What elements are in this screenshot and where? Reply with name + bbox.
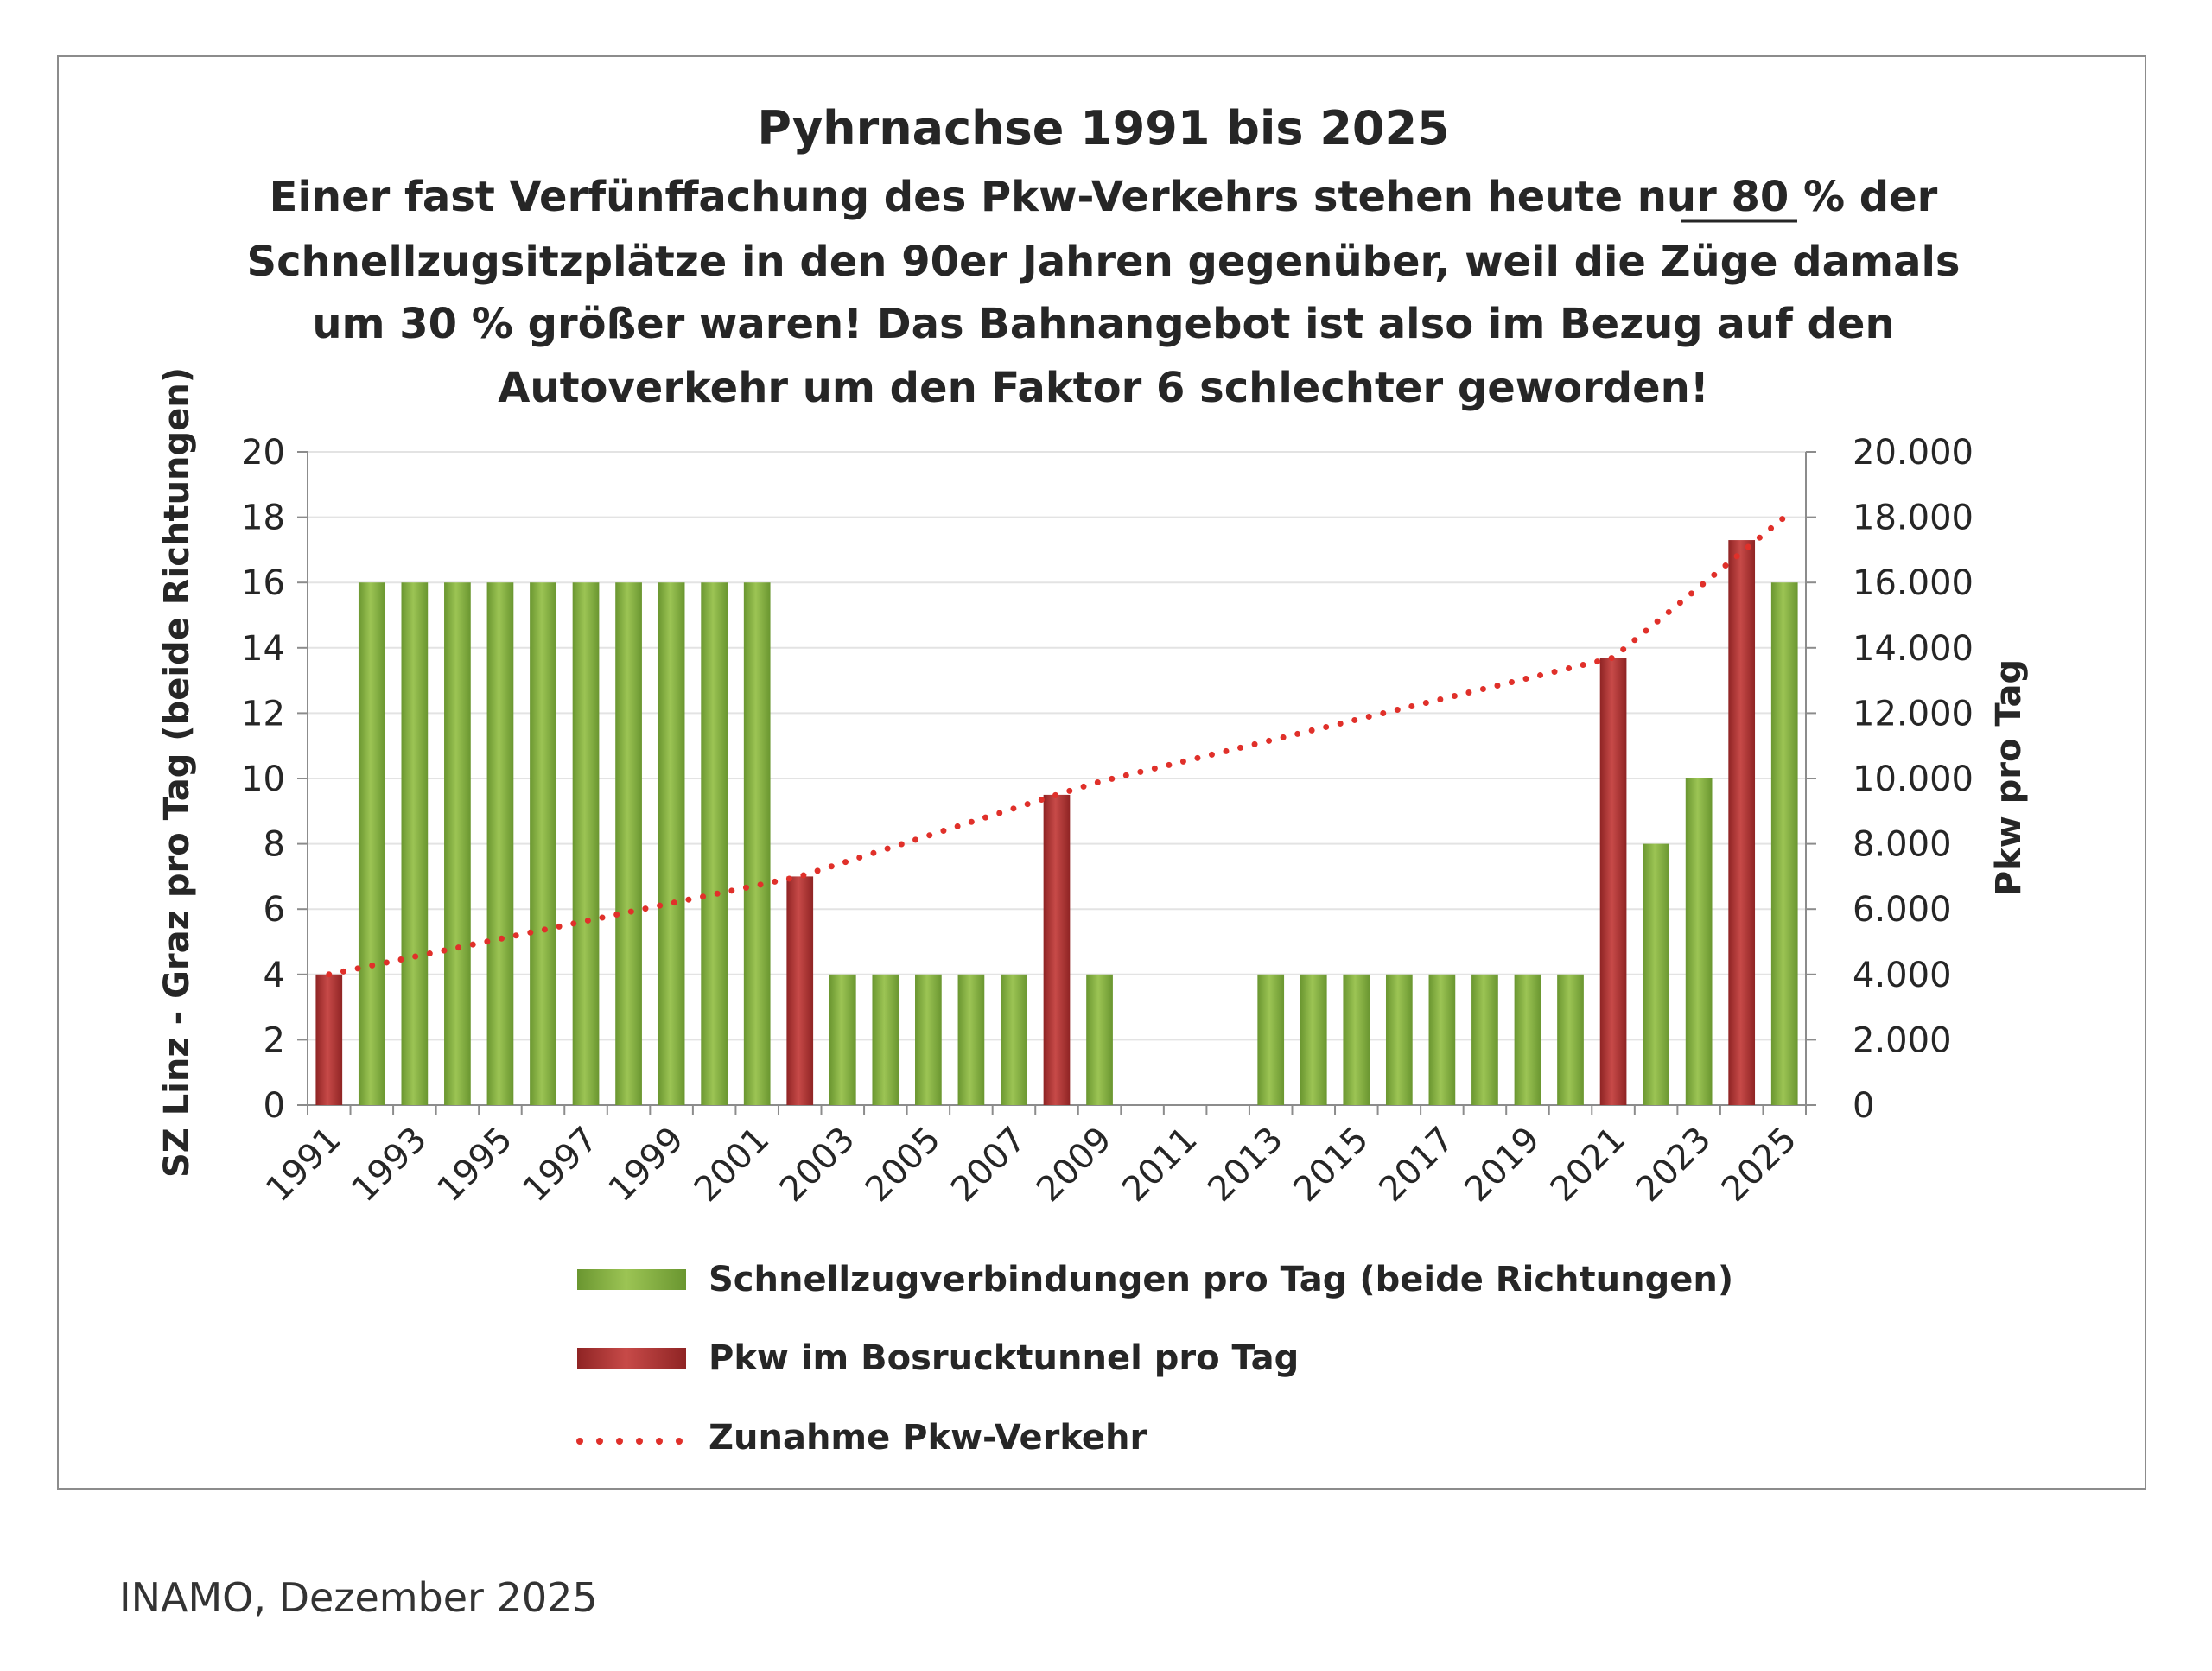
bar-schnellzug-2022 [1643,844,1669,1105]
bar-schnellzug-2025 [1771,582,1798,1105]
legend-dot [616,1438,623,1445]
bar-schnellzug-2013 [1257,975,1284,1105]
bars [315,540,1797,1105]
y-tick-label-left: 0 [263,1086,285,1126]
y-tick-label-left: 20 [241,433,285,473]
subtitle-line-1-text: Einer fast Verfünffachung des Pkw-Verkehrs stehen heute nur 80 % der [269,173,1938,221]
legend-dot [656,1438,663,1445]
bar-pkw-2021 [1600,658,1627,1105]
bar-pkw-2002 [786,876,813,1105]
x-tick-label: 1999 [601,1119,692,1210]
legend-dot [636,1438,643,1445]
y-tick-label-right: 20.000 [1853,433,1974,473]
bar-schnellzug-2003 [830,975,856,1105]
legend-swatch-dotted [576,1438,683,1445]
y-tick-label-left: 6 [263,890,285,931]
chart-svg [59,57,2148,1491]
y-tick-label-left: 10 [241,759,285,799]
x-tick-label: 2023 [1628,1119,1719,1210]
y-tick-label-left: 12 [241,694,285,734]
y-tick-label-right: 18.000 [1853,498,1974,538]
x-tick-label: 2025 [1713,1119,1805,1210]
y-tick-label-right: 6.000 [1853,890,1952,931]
x-tick-label: 2013 [1200,1119,1291,1210]
bar-schnellzug-2020 [1557,975,1584,1105]
y-tick-label-right: 10.000 [1853,759,1974,799]
x-tick-label: 1993 [344,1119,435,1210]
x-tick-label: 1991 [258,1119,349,1210]
y-axis-title-right: Pkw pro Tag [1989,658,2029,897]
y-tick-label-right: 2.000 [1853,1020,1952,1061]
bar-schnellzug-1996 [530,582,556,1105]
y-tick-label-right: 14.000 [1853,628,1974,669]
chart-frame [57,55,2146,1490]
y-tick-label-right: 16.000 [1853,563,1974,604]
bar-schnellzug-2014 [1300,975,1327,1105]
bar-schnellzug-2016 [1386,975,1413,1105]
bar-schnellzug-1997 [573,582,600,1105]
x-tick-label: 2015 [1286,1119,1376,1210]
subtitle-line-3: um 30 % größer waren! Das Bahnangebot ist also im Bezug auf den [312,300,1895,348]
chart-title: Pyhrnachse 1991 bis 2025 [757,101,1450,156]
legend-dot [676,1438,683,1445]
bar-schnellzug-1994 [444,582,471,1105]
subtitle-line-4: Autoverkehr um den Faktor 6 schlechter geworden! [498,364,1709,412]
legend [576,1260,1733,1458]
bar-schnellzug-1999 [658,582,685,1105]
x-tick-label: 2021 [1542,1119,1634,1210]
x-tick-label: 2017 [1371,1119,1462,1210]
x-tick-label: 1997 [515,1119,607,1210]
x-tick-label: 1995 [429,1119,521,1210]
bar-schnellzug-2017 [1429,975,1456,1105]
x-tick-label: 2007 [944,1119,1034,1210]
y-tick-label-right: 8.000 [1853,824,1952,865]
x-tick-label: 2005 [857,1119,949,1210]
x-tick-label: 2009 [1029,1119,1120,1210]
bar-schnellzug-1992 [359,582,385,1105]
bar-pkw-2008 [1044,795,1071,1105]
y-ticks-right [1853,433,1974,1126]
y-tick-label-left: 18 [241,498,285,538]
bar-schnellzug-2009 [1086,975,1113,1105]
bar-schnellzug-2001 [744,582,771,1105]
bar-schnellzug-1995 [487,582,514,1105]
legend-dot [596,1438,603,1445]
x-tick-label: 2003 [772,1119,863,1210]
y-tick-label-right: 4.000 [1853,955,1952,995]
bar-schnellzug-2000 [701,582,728,1105]
x-ticks [258,1120,1804,1210]
y-tick-label-left: 16 [241,563,285,604]
legend-swatch-red [577,1348,686,1369]
y-tick-label-left: 14 [241,628,285,669]
bar-schnellzug-2005 [915,975,942,1105]
y-tick-label-left: 2 [263,1020,285,1061]
bar-schnellzug-2007 [1001,975,1027,1105]
bar-schnellzug-2018 [1471,975,1498,1105]
y-tick-label-right: 12.000 [1853,694,1974,734]
x-tick-label: 2019 [1457,1119,1548,1210]
x-tick-label: 2011 [1115,1119,1205,1210]
y-tick-label-left: 4 [263,955,285,995]
legend-dot [576,1438,583,1445]
bar-pkw-1991 [315,975,342,1105]
source-note: INAMO, Dezember 2025 [119,1574,598,1621]
subtitle-line-1 [270,173,1938,221]
bar-schnellzug-2023 [1686,778,1713,1105]
bar-schnellzug-2019 [1515,975,1541,1105]
legend-swatch-green [577,1269,686,1290]
bar-schnellzug-2015 [1343,975,1370,1105]
y-ticks-left [241,433,285,1126]
bar-pkw-2024 [1728,540,1755,1105]
legend-label-red: Pkw im Bosrucktunnel pro Tag [709,1338,1300,1378]
bar-schnellzug-1993 [401,582,428,1105]
bar-schnellzug-1998 [615,582,642,1105]
legend-label-green: Schnellzugverbindungen pro Tag (beide Richtungen) [709,1260,1734,1299]
subtitle-line-2: Schnellzugsitzplätze in den 90er Jahren gegenüber, weil die Züge damals [246,238,1961,286]
y-tick-label-left: 8 [263,824,285,865]
legend-label-dotted: Zunahme Pkw-Verkehr [709,1418,1147,1458]
bar-schnellzug-2004 [872,975,899,1105]
y-axis-title-left: SZ Linz - Graz pro Tag (beide Richtungen) [157,366,197,1179]
x-tick-label: 2001 [686,1119,778,1210]
y-tick-label-right: 0 [1853,1086,1875,1126]
bar-schnellzug-2006 [958,975,985,1105]
